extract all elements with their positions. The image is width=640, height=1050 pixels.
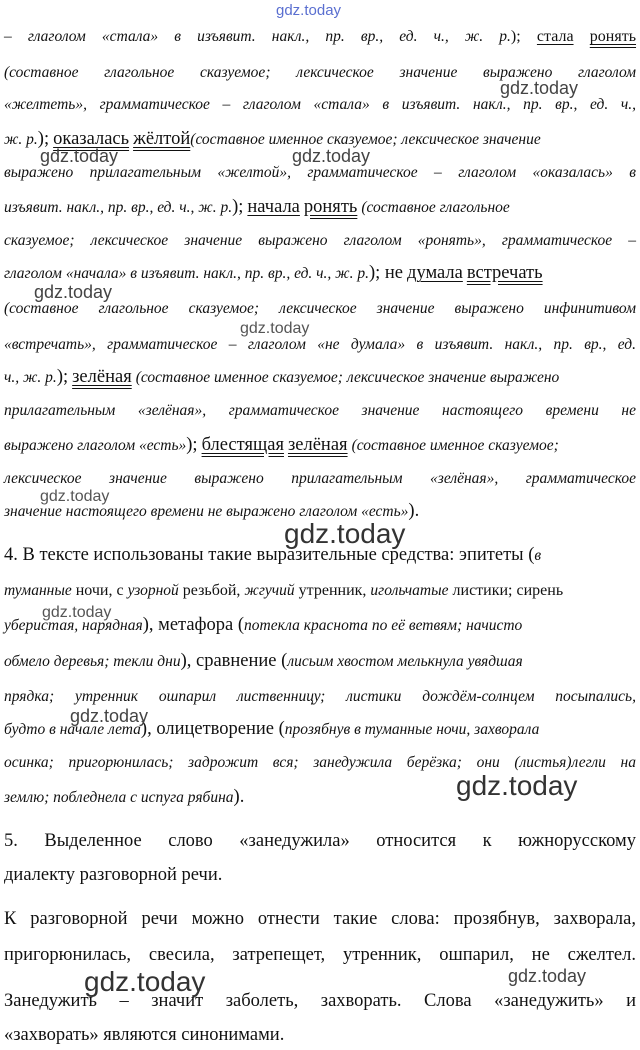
para4-line-1: 4. В тексте использованы такие выразительные средства: эпитеты (в xyxy=(4,545,542,565)
watermark: gdz.today xyxy=(70,706,149,726)
para5-line-2: диалекту разговорной речи. xyxy=(4,865,223,885)
underlined-word: зелёная xyxy=(287,435,348,455)
para1-line-15: значение настоящего времени не выражено глаголом «есть»). xyxy=(4,501,420,521)
para4-line-2: туманные ночи, с узорной резьбой, жгучий утренник, игольчатые листики; сирень xyxy=(4,582,564,599)
watermark-top: gdz.today xyxy=(276,2,342,19)
para1-line-14: лексическое значение выражено прилагательным «зелёная», грамматическое xyxy=(4,470,636,487)
para1-line-13: выражено глаголом «есть»); блестящая зелёная (составное именное сказуемое; xyxy=(4,435,559,455)
watermark-large: gdz.today xyxy=(84,966,206,997)
para1-line-11: ч., ж. р.); зелёная (составное именное сказуемое; лексическое значение выражено xyxy=(4,367,560,387)
watermark: gdz.today xyxy=(500,78,579,98)
para1-line-7: сказуемое; лексическое значение выражено глаголом «ронять», грамматическое – xyxy=(4,232,636,249)
para1-line-8: глаголом «начала» в изъявит. накл., пр. вр., ед. ч., ж. р.); не думала встречать xyxy=(4,263,543,283)
para4-line-5: прядка; утренник ошпарил лиственницу; листики дождём-солнцем посыпались, xyxy=(4,688,636,705)
para1-line-10: «встречать», грамматическое – глаголом «не думала» в изъявит. накл., пр. вр., ед. xyxy=(4,336,636,353)
watermark-large: gdz.today xyxy=(284,518,406,549)
underlined-word: встречать xyxy=(466,263,543,283)
para1-line-2: (составное глагольное сказуемое; лексическое значение выражено глаголом xyxy=(4,64,636,81)
para1-line-9: (составное глагольное сказуемое; лексическое значение выражено инфинитивом xyxy=(4,300,636,317)
para4-line-6: будто в начале лета), олицетворение (прозябнув в туманные ночи, захворала xyxy=(4,719,540,739)
underlined-word: начала xyxy=(247,197,300,217)
underlined-word: блестящая xyxy=(201,435,284,455)
para1-line-12: прилагательным «зелёная», грамматическое значение настоящего времени не xyxy=(4,402,636,419)
para4-line-8: землю; побледнела с испуга рябина). xyxy=(4,787,245,807)
para4-line-7: осинка; пригорюнилась; задрожит вся; занедужила берёзка; они (листья)легли на xyxy=(4,754,636,771)
underlined-word: ронять xyxy=(303,197,358,217)
watermark: gdz.today xyxy=(292,146,371,166)
watermark: gdz.today xyxy=(240,320,310,337)
para1-line-3: «желтеть», грамматическое – глаголом «стала» в изъявит. накл., пр. вр., ед. ч., xyxy=(4,96,636,113)
para1-line-1: – глаголом «стала» в изъявит. накл., пр. вр., ед. ч., ж. р.); стала ронять xyxy=(4,28,637,45)
para4-line-4: обмело деревья; текли дни), сравнение (лисьим хвостом мелькнула увядшая xyxy=(4,651,523,671)
para1-line-5: выражено прилагательным «желтой», грамматическое – глаголом «оказалась» в xyxy=(4,164,636,181)
watermark: gdz.today xyxy=(40,488,110,505)
para6-line-1: К разговорной речи можно отнести такие слова: прозябнув, захворала, xyxy=(4,909,636,929)
watermark: gdz.today xyxy=(42,604,112,621)
para1-line-4: ж. р.); оказалась жёлтой(составное именное сказуемое; лексическое значение xyxy=(4,129,541,149)
watermark-large: gdz.today xyxy=(456,770,578,801)
underlined-word: стала xyxy=(536,28,574,45)
watermark: gdz.today xyxy=(40,146,119,166)
watermark: gdz.today xyxy=(34,282,113,302)
para1-line-6: изъявит. накл., пр. вр., ед. ч., ж. р.); начала ронять (составное глагольное xyxy=(4,197,510,217)
para5-line-1: 5. Выделенное слово «занедужила» относится к южнорусскому xyxy=(4,831,636,851)
underlined-word: ронять xyxy=(589,28,637,45)
para6-line-4: «захворать» являются синонимами. xyxy=(4,1025,285,1045)
underlined-word: жёлтой xyxy=(133,129,191,149)
para6-line-2: пригорюнилась, свесила, затрепещет, утренник, ошпарил, не сжелтел. xyxy=(4,945,636,965)
underlined-word: оказалась xyxy=(53,129,130,149)
para4-line-3: уберистая, нарядная), метафора (потекла краснота по её ветвям; начисто xyxy=(4,615,523,635)
para6-line-3: Занедужить – значит заболеть, захворать. Слова «занедужить» и xyxy=(4,991,636,1011)
watermark: gdz.today xyxy=(508,966,587,986)
underlined-word: зелёная xyxy=(72,367,132,387)
underlined-word: думала xyxy=(407,263,463,283)
